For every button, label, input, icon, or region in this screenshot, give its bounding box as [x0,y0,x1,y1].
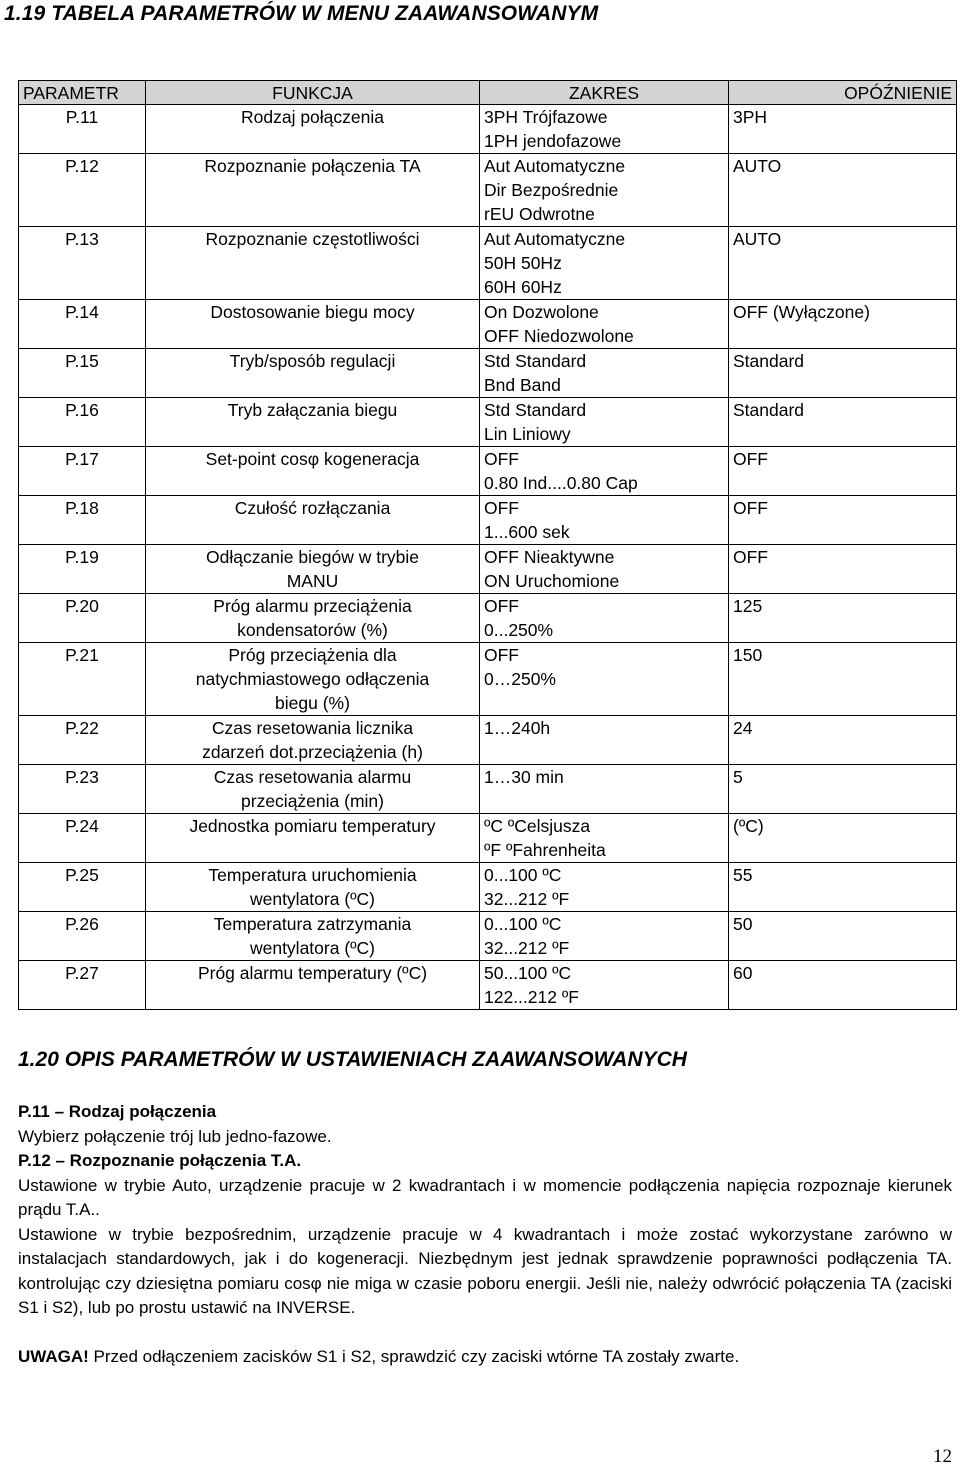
zakres-line: 60H 60Hz [484,277,562,297]
funkcja-line: Odłączanie biegów w trybie [205,547,420,567]
zakres-line: 1…240h [484,718,551,738]
funkcja-line: Próg alarmu przeciążenia [213,596,412,616]
table-header-row [19,81,957,105]
funkcja-line: Czułość rozłączania [234,498,391,518]
cell-funkcja [146,765,480,814]
zakres-line: OFF [484,498,519,518]
cell-zakres [480,300,729,349]
zakres-line: 0...100 ºC [484,914,562,934]
zakres-line: OFF [484,596,519,616]
zakres-line: 3PH Trójfazowe [484,107,608,127]
opoznienie-value: 50 [733,914,753,934]
table-row [19,643,957,716]
table-row [19,105,957,154]
cell-zakres [480,765,729,814]
cell-parametr [19,545,146,594]
table-row [19,398,957,447]
zakres-line: ºC ºCelsjusza [484,816,591,836]
zakres-line: 0…250% [484,669,556,689]
opoznienie-value: 60 [733,963,753,983]
cell-opoznienie [729,227,957,300]
cell-opoznienie [729,300,957,349]
cell-funkcja [146,814,480,863]
zakres-line: OFF Nieaktywne [484,547,615,567]
header-opoznienie: OPÓŹNIENIE [729,81,957,105]
funkcja-line: Próg alarmu temperatury (ºC) [197,963,428,983]
cell-funkcja [146,349,480,398]
parametr-code: P.20 [65,596,99,616]
section-heading-1-19: 1.19 TABELA PARAMETRÓW W MENU ZAAWANSOWANYM [4,2,599,25]
parametr-code: P.21 [65,645,99,665]
funkcja-line: Temperatura zatrzymania [213,914,412,934]
cell-parametr [19,961,146,1010]
page-number: 12 [933,1446,952,1467]
table-row [19,300,957,349]
cell-funkcja [146,496,480,545]
zakres-line: 122...212 ºF [484,987,579,1007]
opoznienie-value: 150 [733,645,763,665]
funkcja-line: Jednostka pomiaru temperatury [189,816,436,836]
table-row [19,765,957,814]
funkcja-line: MANU [286,571,339,591]
zakres-line: 0...100 ºC [484,865,562,885]
cell-parametr [19,594,146,643]
cell-zakres [480,496,729,545]
zakres-line: OFF Niedozwolone [484,326,634,346]
cell-opoznienie [729,912,957,961]
cell-opoznienie [729,716,957,765]
zakres-line: rEU Odwrotne [484,204,595,224]
cell-parametr [19,447,146,496]
table-row [19,447,957,496]
cell-parametr [19,814,146,863]
table-row [19,496,957,545]
zakres-line: Std Standard [484,351,587,371]
cell-zakres [480,912,729,961]
table-row [19,716,957,765]
table-row [19,154,957,227]
opoznienie-value: (ºC) [733,816,764,836]
funkcja-line: zdarzeń dot.przeciążenia (h) [202,742,423,762]
cell-zakres [480,643,729,716]
cell-parametr [19,765,146,814]
parametr-code: P.27 [65,963,99,983]
parametr-code: P.19 [65,547,99,567]
p11-text: Wybierz połączenie trój lub jedno-fazowe. [18,1126,332,1146]
section-heading-1-20: 1.20 OPIS PARAMETRÓW W USTAWIENIACH ZAAWANSOWANYCH [18,1048,687,1071]
cell-parametr [19,105,146,154]
cell-funkcja [146,447,480,496]
cell-zakres [480,349,729,398]
cell-opoznienie [729,349,957,398]
cell-parametr [19,912,146,961]
opoznienie-value: Standard [733,351,805,371]
cell-funkcja [146,227,480,300]
funkcja-line: Dostosowanie biegu mocy [210,302,415,322]
cell-zakres [480,716,729,765]
cell-funkcja [146,912,480,961]
parametr-code: P.16 [65,400,99,420]
parametr-code: P.11 [65,107,99,127]
table-row [19,545,957,594]
opoznienie-value: 24 [733,718,753,738]
cell-opoznienie [729,545,957,594]
opoznienie-value: OFF [733,449,768,469]
cell-funkcja [146,545,480,594]
cell-opoznienie [729,863,957,912]
funkcja-line: Set-point cosφ kogeneracja [205,449,420,469]
table-row [19,961,957,1010]
parametr-code: P.17 [65,449,99,469]
table-row [19,227,957,300]
opoznienie-value: 5 [733,767,743,787]
zakres-line: OFF [484,645,519,665]
zakres-line: 1…30 min [484,767,564,787]
cell-funkcja [146,300,480,349]
table-row [19,912,957,961]
funkcja-line: natychmiastowego odłączenia [195,669,430,689]
cell-opoznienie [729,594,957,643]
table-row [19,863,957,912]
funkcja-line: kondensatorów (%) [237,620,388,640]
cell-opoznienie [729,398,957,447]
funkcja-line: przeciążenia (min) [241,791,384,811]
zakres-line: On Dozwolone [484,302,599,322]
funkcja-line: Rozpoznanie częstotliwości [205,229,420,249]
cell-parametr [19,716,146,765]
cell-parametr [19,496,146,545]
opoznienie-value: OFF [733,498,768,518]
warning-note [18,1345,952,1370]
p12-text-auto: Ustawione w trybie Auto, urządzenie pracuje w 2 kwadrantach i w momencie podłączenia napięcia rozpoznaje kierunek prądu T.A.. [18,1175,952,1219]
funkcja-line: wentylatora (ºC) [249,889,376,909]
zakres-line: 0...250% [484,620,554,640]
funkcja-line: Czas resetowania licznika [211,718,414,738]
funkcja-line: Rodzaj połączenia [240,107,384,127]
cell-opoznienie [729,765,957,814]
cell-funkcja [146,716,480,765]
table-row [19,814,957,863]
zakres-line: 50...100 ºC [484,963,572,983]
zakres-line: ON Uruchomione [484,571,620,591]
parameter-descriptions [18,1100,952,1369]
cell-parametr [19,863,146,912]
cell-zakres [480,447,729,496]
zakres-line: 32...212 ºF [484,938,570,958]
cell-zakres [480,398,729,447]
cell-funkcja [146,961,480,1010]
parametr-code: P.12 [65,156,99,176]
funkcja-line: Tryb załączania biegu [227,400,398,420]
header-funkcja: FUNKCJA [146,81,480,105]
cell-opoznienie [729,447,957,496]
zakres-line: 1PH jendofazowe [484,131,622,151]
parametr-code: P.26 [65,914,99,934]
opoznienie-value: 125 [733,596,763,616]
cell-parametr [19,154,146,227]
cell-parametr [19,227,146,300]
cell-funkcja [146,398,480,447]
cell-zakres [480,814,729,863]
cell-parametr [19,349,146,398]
cell-opoznienie [729,814,957,863]
cell-opoznienie [729,496,957,545]
funkcja-line: wentylatora (ºC) [249,938,376,958]
parametr-code: P.14 [65,302,99,322]
parametr-code: P.15 [65,351,99,371]
cell-parametr [19,643,146,716]
advanced-menu-parameters-table [18,80,957,1010]
cell-funkcja [146,863,480,912]
opoznienie-value: AUTO [733,229,782,249]
opoznienie-value: OFF (Wyłączone) [733,302,870,322]
cell-opoznienie [729,105,957,154]
zakres-line: Dir Bezpośrednie [484,180,619,200]
zakres-line: 0.80 Ind....0.80 Cap [484,473,638,493]
cell-funkcja [146,594,480,643]
funkcja-line: Tryb/sposób regulacji [229,351,396,371]
cell-zakres [480,154,729,227]
cell-zakres [480,863,729,912]
zakres-line: 50H 50Hz [484,253,562,273]
header-zakres: ZAKRES [480,81,729,105]
warning-label: UWAGA! [18,1346,89,1366]
zakres-line: ºF ºFahrenheita [484,840,606,860]
zakres-line: Aut Automatyczne [484,229,626,249]
cell-zakres [480,105,729,154]
table-row [19,594,957,643]
cell-opoznienie [729,643,957,716]
zakres-line: Lin Liniowy [484,424,571,444]
cell-parametr [19,398,146,447]
opoznienie-value: Standard [733,400,805,420]
p12-title: P.12 – Rozpoznanie połączenia T.A. [18,1151,302,1170]
zakres-line: Aut Automatyczne [484,156,626,176]
cell-opoznienie [729,961,957,1010]
cell-parametr [19,300,146,349]
p11-title: P.11 – Rodzaj połączenia [18,1102,217,1121]
opoznienie-value: 55 [733,865,753,885]
cell-zakres [480,227,729,300]
cell-funkcja [146,105,480,154]
p12-text-direct: Ustawione w trybie bezpośrednim, urządzenie pracuje w 4 kwadrantach i może zostać wykorzystane zarówno w instalacjach standardowych, jak i do kogeneracji. Niezbędnym jest jednak sprawdzenie poprawności podłączenia TA. kontrolując czy dziesiętna pomiaru cosφ nie miga w czasie poboru energii. Jeśli nie, należy odwrócić połączenia TA (zaciski S1 i S2), lub po prostu ustawić na INVERSE. [18,1224,952,1317]
cell-zakres [480,594,729,643]
cell-funkcja [146,154,480,227]
funkcja-line: Czas resetowania alarmu [213,767,412,787]
parametr-code: P.23 [65,767,99,787]
opoznienie-value: OFF [733,547,768,567]
cell-zakres [480,545,729,594]
table-row [19,349,957,398]
zakres-line: Std Standard [484,400,587,420]
zakres-line: 32...212 ºF [484,889,570,909]
header-parametr: PARAMETR [19,81,146,105]
parametr-code: P.22 [65,718,99,738]
cell-zakres [480,961,729,1010]
parametr-code: P.25 [65,865,99,885]
opoznienie-value: AUTO [733,156,782,176]
parametr-code: P.13 [65,229,99,249]
parametr-code: P.18 [65,498,99,518]
cell-funkcja [146,643,480,716]
funkcja-line: Temperatura uruchomienia [208,865,417,885]
funkcja-line: biegu (%) [275,693,350,713]
warning-text: Przed odłączeniem zacisków S1 i S2, sprawdzić czy zaciski wtórne TA zostały zwarte. [88,1346,740,1366]
opoznienie-value: 3PH [733,107,768,127]
funkcja-line: Próg przeciążenia dla [228,645,397,665]
zakres-line: 1...600 sek [484,522,570,542]
cell-opoznienie [729,154,957,227]
parametr-code: P.24 [65,816,99,836]
zakres-line: Bnd Band [484,375,561,395]
zakres-line: OFF [484,449,519,469]
funkcja-line: Rozpoznanie połączenia TA [204,156,421,176]
